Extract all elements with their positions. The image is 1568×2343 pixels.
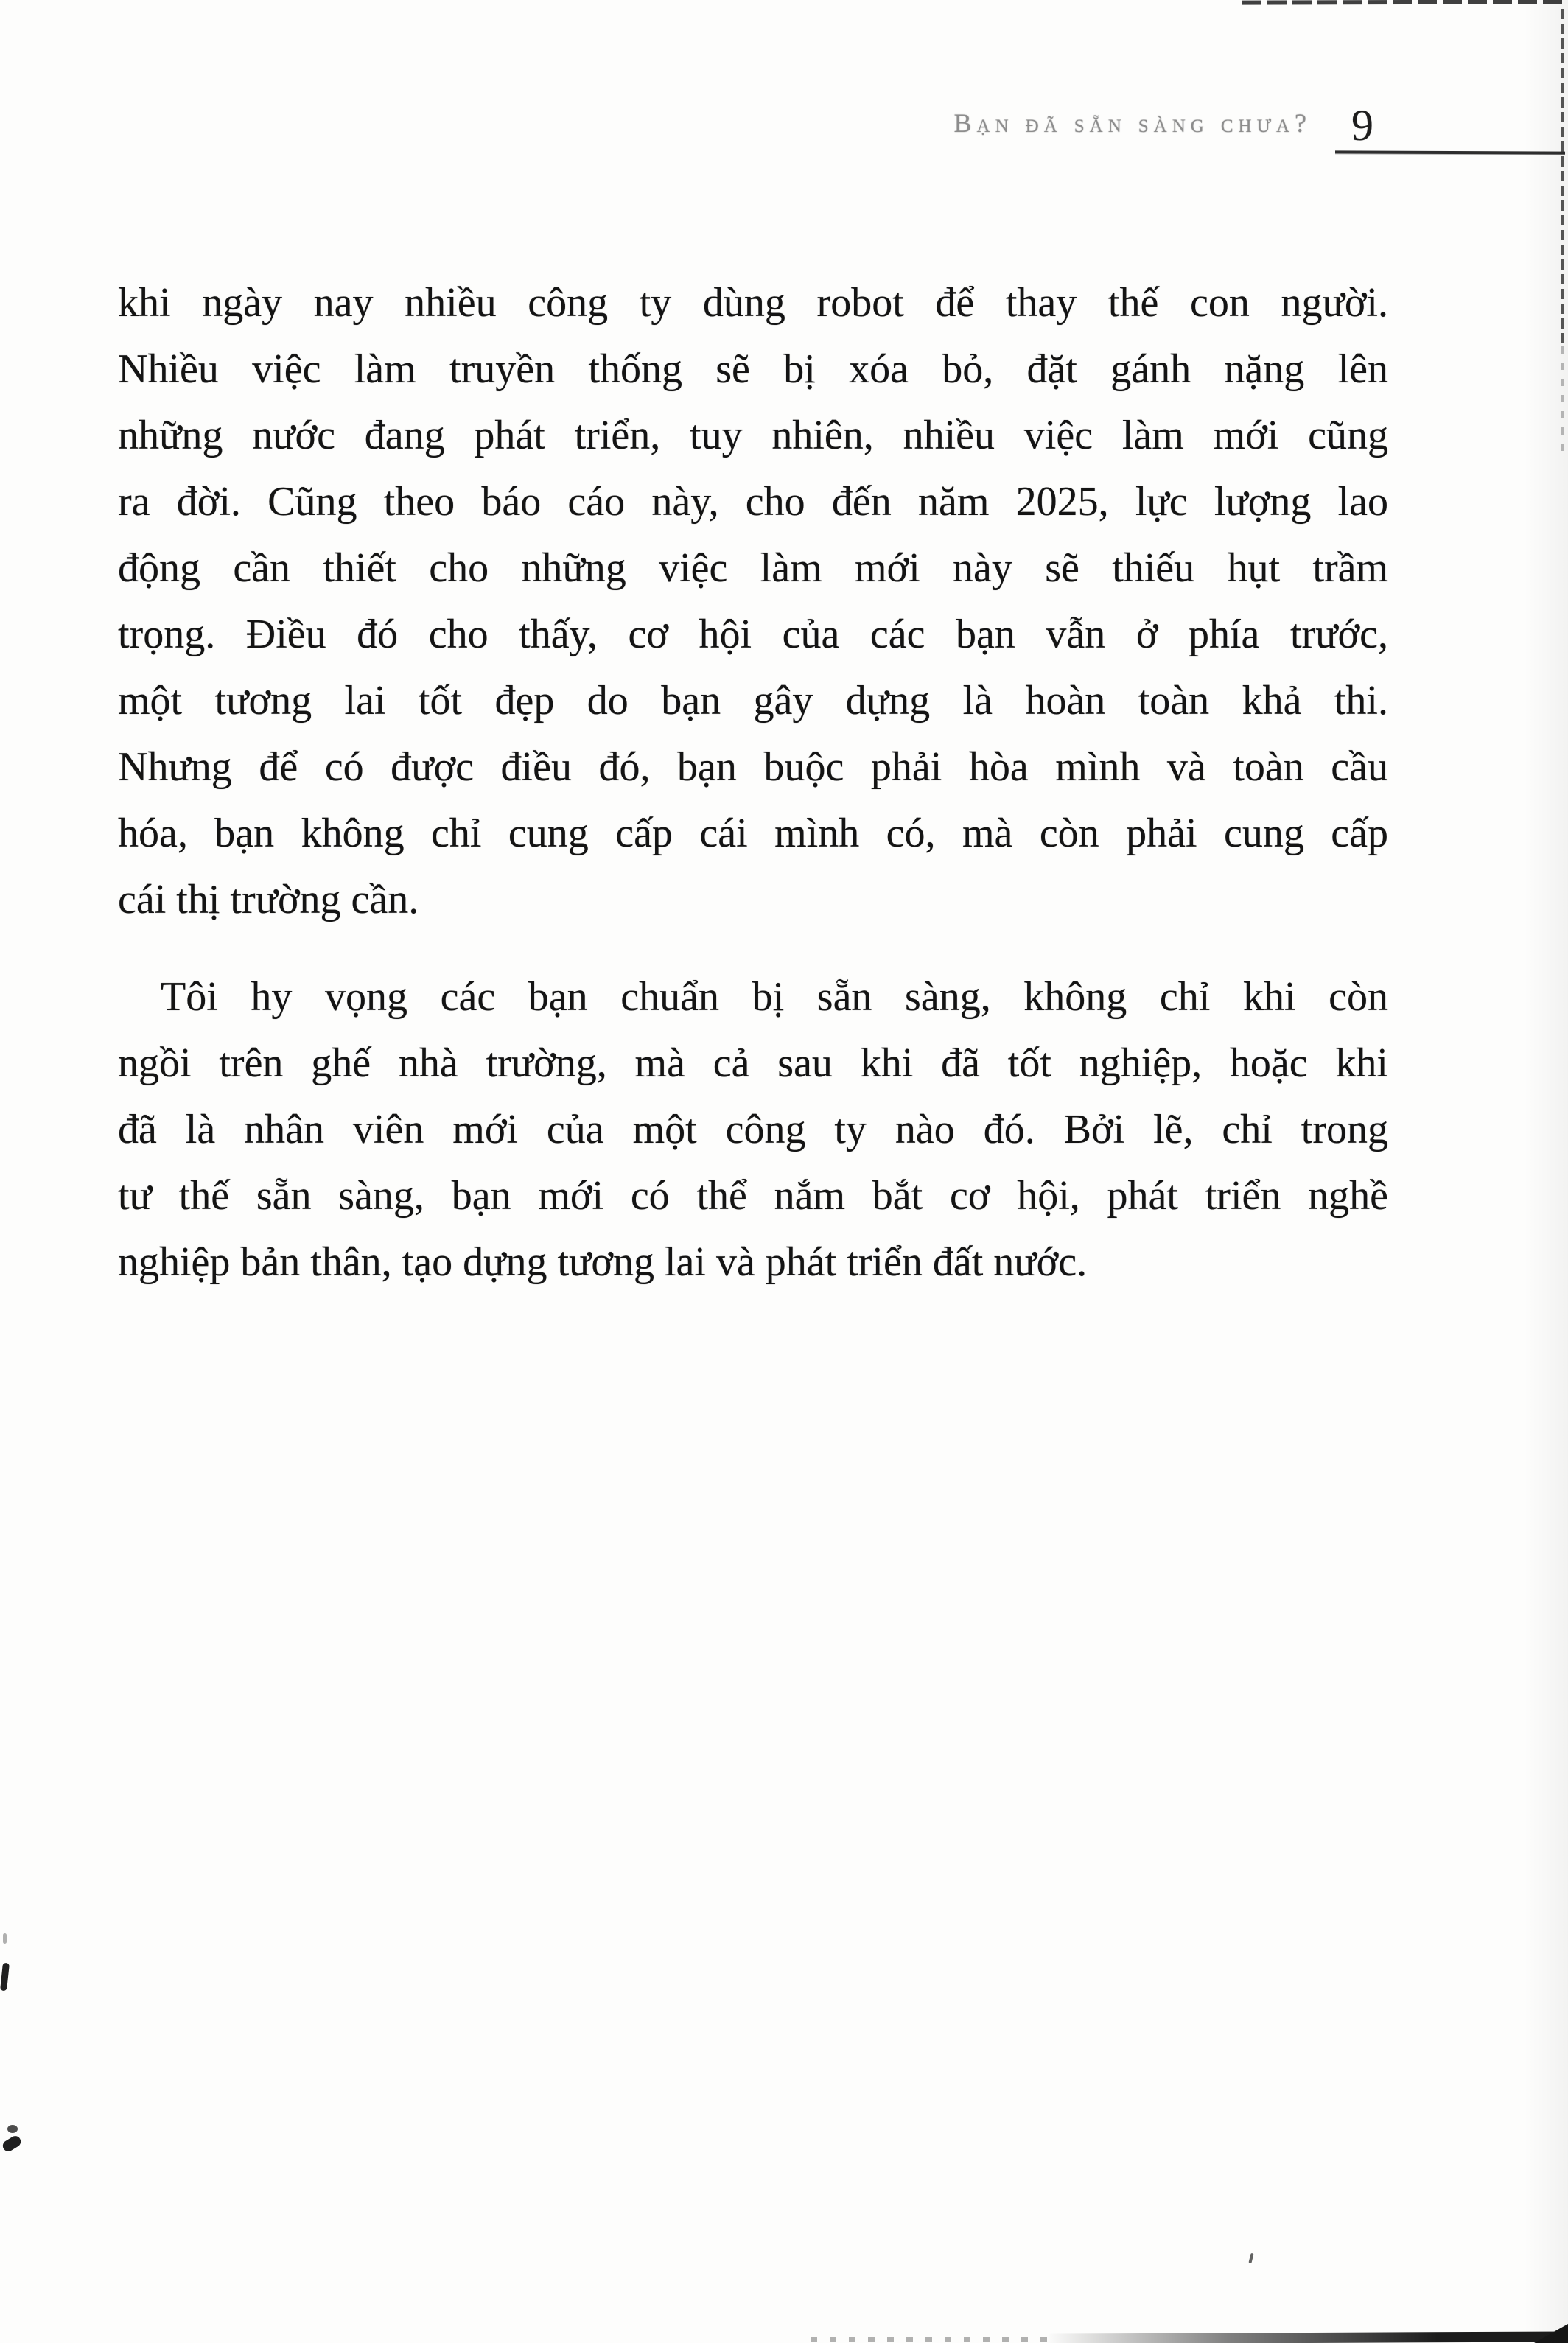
scan-artifact-top-edge bbox=[1242, 0, 1568, 5]
scan-speck bbox=[7, 2125, 18, 2133]
paragraph-1 bbox=[118, 270, 1388, 933]
text-line: ngồi trên ghế nhà trường, mà cả sau khi đã tốt nghiệp, hoặc khi bbox=[118, 1040, 1388, 1086]
text-line: Tôi hy vọng các bạn chuẩn bị sẵn sàng, không chỉ khi còn bbox=[161, 974, 1388, 1020]
scan-artifact-bottom-speckles bbox=[811, 2337, 1054, 2342]
scan-speck bbox=[1248, 2253, 1253, 2264]
text-line: Nhưng để có được điều đó, bạn buộc phải hòa mình và toàn cầu bbox=[118, 744, 1388, 790]
text-line: tư thế sẵn sàng, bạn mới có thể nắm bắt cơ hội, phát triển nghề bbox=[118, 1173, 1388, 1219]
scan-speck bbox=[3, 1933, 7, 1944]
body-text bbox=[118, 270, 1388, 1295]
text-line: ra đời. Cũng theo báo cáo này, cho đến năm 2025, lực lượng lao bbox=[118, 479, 1388, 525]
text-line: một tương lai tốt đẹp do bạn gây dựng là hoàn toàn khả thi. bbox=[118, 678, 1388, 724]
text-line: nghiệp bản thân, tạo dựng tương lai và phát triển đất nước. bbox=[118, 1239, 1088, 1285]
scan-speck bbox=[1, 2134, 23, 2153]
page-number: 9 bbox=[1351, 101, 1373, 150]
text-line: những nước đang phát triển, tuy nhiên, nhiều việc làm mới cũng bbox=[118, 413, 1388, 458]
text-line: động cần thiết cho những việc làm mới này sẽ thiếu hụt trầm bbox=[118, 545, 1388, 591]
running-title: Bạn đã sẵn sàng chưa? bbox=[953, 108, 1312, 138]
paragraph-2 bbox=[118, 964, 1388, 1295]
text-line: đã là nhân viên mới của một công ty nào đó. Bởi lẽ, chỉ trong bbox=[118, 1107, 1388, 1152]
text-line: Nhiều việc làm truyền thống sẽ bị xóa bỏ, đặt gánh nặng lên bbox=[118, 346, 1388, 392]
scan-artifact-right-edge-faint bbox=[1561, 346, 1564, 457]
scan-artifact-right-edge bbox=[1561, 9, 1564, 346]
header-rule bbox=[1335, 150, 1565, 154]
text-line: trọng. Điều đó cho thấy, cơ hội của các bạn vẫn ở phía trước, bbox=[118, 612, 1388, 657]
scan-speck bbox=[0, 1963, 10, 1992]
text-line: hóa, bạn không chỉ cung cấp cái mình có, mà còn phải cung cấp bbox=[118, 810, 1388, 856]
text-line: cái thị trường cần. bbox=[118, 877, 419, 922]
text-line: khi ngày nay nhiều công ty dùng robot để thay thế con người. bbox=[118, 280, 1388, 326]
scan-artifact-bottom-smudge bbox=[1046, 2331, 1568, 2343]
